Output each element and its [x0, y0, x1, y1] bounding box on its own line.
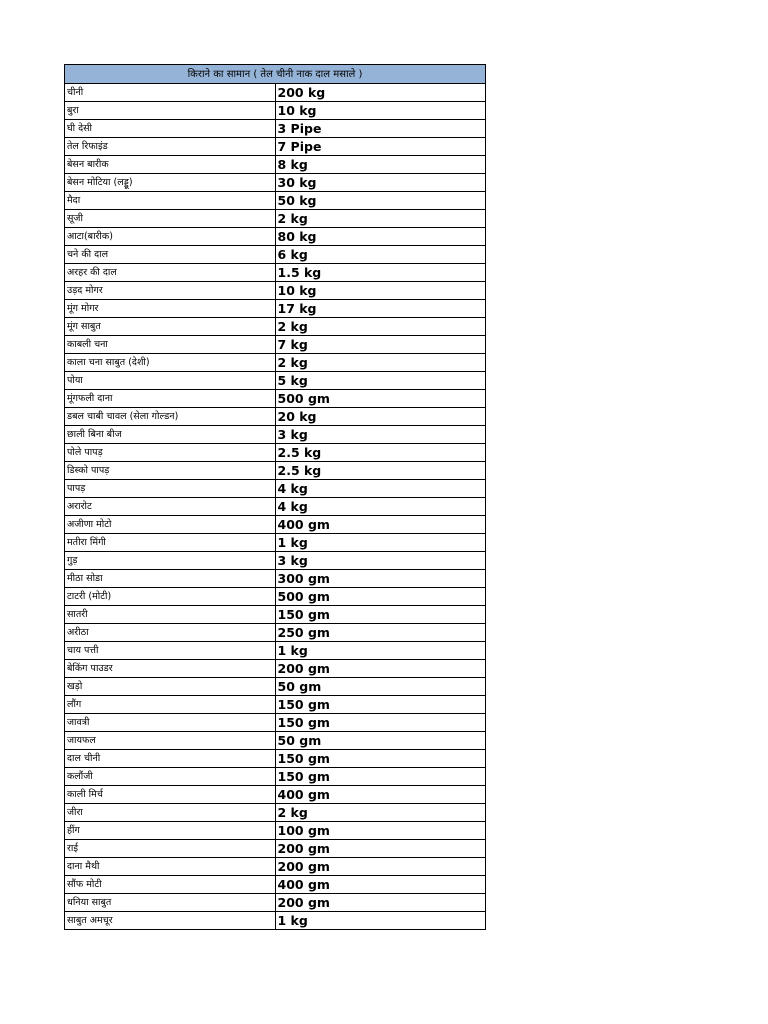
- item-name-cell[interactable]: डिस्को पापड़: [65, 462, 276, 480]
- table-row: [65, 228, 486, 246]
- item-name-cell[interactable]: काली मिर्च: [65, 786, 276, 804]
- item-name-cell[interactable]: छाली बिना बीज: [65, 426, 276, 444]
- table-row: [65, 462, 486, 480]
- table-row: [65, 426, 486, 444]
- quantity-cell[interactable]: 1.5 kg: [275, 264, 486, 282]
- table-row: [65, 912, 486, 930]
- table-row: [65, 552, 486, 570]
- item-name-cell[interactable]: सातरी: [65, 606, 276, 624]
- quantity-cell[interactable]: 2 kg: [275, 354, 486, 372]
- table-row: [65, 732, 486, 750]
- table-row: [65, 876, 486, 894]
- table-row: [65, 660, 486, 678]
- table-row: [65, 570, 486, 588]
- item-name-cell[interactable]: टाटरी (मोटी): [65, 588, 276, 606]
- item-name-cell[interactable]: पोया: [65, 372, 276, 390]
- table-row: [65, 714, 486, 732]
- quantity-cell[interactable]: 200 gm: [275, 894, 486, 912]
- quantity-cell[interactable]: 3 Pipe: [275, 120, 486, 138]
- quantity-cell[interactable]: 1 kg: [275, 912, 486, 930]
- item-name-cell[interactable]: जावत्री: [65, 714, 276, 732]
- quantity-cell[interactable]: 4 kg: [275, 498, 486, 516]
- quantity-cell[interactable]: 2 kg: [275, 804, 486, 822]
- item-name-cell[interactable]: मीठा सोडा: [65, 570, 276, 588]
- table-row: [65, 480, 486, 498]
- table-row: [65, 858, 486, 876]
- quantity-cell[interactable]: 80 kg: [275, 228, 486, 246]
- table-row: [65, 678, 486, 696]
- table-row: [65, 696, 486, 714]
- item-name-cell[interactable]: चाय पत्ती: [65, 642, 276, 660]
- table-row: [65, 768, 486, 786]
- table-row: [65, 120, 486, 138]
- table-row: [65, 138, 486, 156]
- quantity-cell[interactable]: 150 gm: [275, 768, 486, 786]
- quantity-cell[interactable]: 8 kg: [275, 156, 486, 174]
- table-row: [65, 516, 486, 534]
- table-row: [65, 102, 486, 120]
- quantity-cell[interactable]: 2 kg: [275, 318, 486, 336]
- item-name-cell[interactable]: उड़द मोगर: [65, 282, 276, 300]
- quantity-cell[interactable]: 250 gm: [275, 624, 486, 642]
- item-name-cell[interactable]: घी देसी: [65, 120, 276, 138]
- quantity-cell[interactable]: 500 gm: [275, 588, 486, 606]
- quantity-cell[interactable]: 2.5 kg: [275, 462, 486, 480]
- quantity-cell[interactable]: 400 gm: [275, 516, 486, 534]
- table-row: [65, 498, 486, 516]
- item-name-cell[interactable]: दाना मैथी: [65, 858, 276, 876]
- table-row: [65, 606, 486, 624]
- table-row: [65, 786, 486, 804]
- table-row: [65, 354, 486, 372]
- item-name-cell[interactable]: चीनी: [65, 84, 276, 102]
- table-row: [65, 588, 486, 606]
- item-name-cell[interactable]: खड़ो: [65, 678, 276, 696]
- quantity-cell[interactable]: 2 kg: [275, 210, 486, 228]
- item-name-cell[interactable]: बेकिंग पाउडर: [65, 660, 276, 678]
- quantity-cell[interactable]: 150 gm: [275, 606, 486, 624]
- item-name-cell[interactable]: पोले पापड़: [65, 444, 276, 462]
- item-name-cell[interactable]: राई: [65, 840, 276, 858]
- table-row: [65, 822, 486, 840]
- item-name-cell[interactable]: दाल चीनी: [65, 750, 276, 768]
- item-name-cell[interactable]: सौंफ मोटी: [65, 876, 276, 894]
- quantity-cell[interactable]: 20 kg: [275, 408, 486, 426]
- table-row: [65, 246, 486, 264]
- quantity-cell[interactable]: 200 gm: [275, 840, 486, 858]
- table-row: [65, 156, 486, 174]
- quantity-cell[interactable]: 10 kg: [275, 282, 486, 300]
- item-name-cell[interactable]: सूजी: [65, 210, 276, 228]
- item-name-cell[interactable]: कलौंजी: [65, 768, 276, 786]
- table-row: [65, 318, 486, 336]
- item-name-cell[interactable]: काला चना साबुत (देशी): [65, 354, 276, 372]
- quantity-cell[interactable]: 3 kg: [275, 426, 486, 444]
- table-row: [65, 444, 486, 462]
- table-row: [65, 750, 486, 768]
- item-name-cell[interactable]: हींग: [65, 822, 276, 840]
- header-row: [65, 65, 486, 84]
- table-row: [65, 372, 486, 390]
- quantity-cell[interactable]: 100 gm: [275, 822, 486, 840]
- table-title[interactable]: किराने का सामान ( तेल चीनी नाक दाल मसाले ): [65, 65, 486, 84]
- quantity-cell[interactable]: 10 kg: [275, 102, 486, 120]
- item-name-cell[interactable]: डबल चाबी चावल (सेला गोल्डन): [65, 408, 276, 426]
- item-name-cell[interactable]: मूंग साबुत: [65, 318, 276, 336]
- quantity-cell[interactable]: 500 gm: [275, 390, 486, 408]
- item-name-cell[interactable]: आटा(बारीक): [65, 228, 276, 246]
- table-row: [65, 264, 486, 282]
- table-row: [65, 408, 486, 426]
- quantity-cell[interactable]: 150 gm: [275, 696, 486, 714]
- quantity-cell[interactable]: 6 kg: [275, 246, 486, 264]
- table-row: [65, 894, 486, 912]
- item-name-cell[interactable]: लौंग: [65, 696, 276, 714]
- item-name-cell[interactable]: तेल रिफाइंड: [65, 138, 276, 156]
- table-body: [65, 65, 486, 930]
- item-name-cell[interactable]: मतीरा मिंगी: [65, 534, 276, 552]
- quantity-cell[interactable]: 150 gm: [275, 750, 486, 768]
- table-row: [65, 192, 486, 210]
- quantity-cell[interactable]: 1 kg: [275, 534, 486, 552]
- quantity-cell[interactable]: 2.5 kg: [275, 444, 486, 462]
- item-name-cell[interactable]: मूंगफली दाना: [65, 390, 276, 408]
- item-name-cell[interactable]: मूंग मोगर: [65, 300, 276, 318]
- item-name-cell[interactable]: मैदा: [65, 192, 276, 210]
- quantity-cell[interactable]: 150 gm: [275, 714, 486, 732]
- item-name-cell[interactable]: अजीणा मोटो: [65, 516, 276, 534]
- quantity-cell[interactable]: 4 kg: [275, 480, 486, 498]
- item-name-cell[interactable]: जीरा: [65, 804, 276, 822]
- quantity-cell[interactable]: 200 kg: [275, 84, 486, 102]
- quantity-cell[interactable]: 1 kg: [275, 642, 486, 660]
- table-row: [65, 210, 486, 228]
- quantity-cell[interactable]: 30 kg: [275, 174, 486, 192]
- table-row: [65, 804, 486, 822]
- item-name-cell[interactable]: अरहर की दाल: [65, 264, 276, 282]
- item-name-cell[interactable]: साबुत अमचूर: [65, 912, 276, 930]
- table-row: [65, 282, 486, 300]
- table-row: [65, 336, 486, 354]
- item-name-cell[interactable]: धनिया साबुत: [65, 894, 276, 912]
- quantity-cell[interactable]: 3 kg: [275, 552, 486, 570]
- table-row: [65, 174, 486, 192]
- quantity-cell[interactable]: 400 gm: [275, 786, 486, 804]
- item-name-cell[interactable]: बुरा: [65, 102, 276, 120]
- item-name-cell[interactable]: बेसन मोटिया (लड्डू): [65, 174, 276, 192]
- item-name-cell[interactable]: काबली चना: [65, 336, 276, 354]
- table-row: [65, 642, 486, 660]
- grocery-table: [64, 64, 486, 930]
- item-name-cell[interactable]: अरारोट: [65, 498, 276, 516]
- item-name-cell[interactable]: पापड़: [65, 480, 276, 498]
- item-name-cell[interactable]: गुड़: [65, 552, 276, 570]
- item-name-cell[interactable]: अरीठा: [65, 624, 276, 642]
- quantity-cell[interactable]: 200 gm: [275, 660, 486, 678]
- table-row: [65, 300, 486, 318]
- quantity-cell[interactable]: 5 kg: [275, 372, 486, 390]
- quantity-cell[interactable]: 200 gm: [275, 858, 486, 876]
- quantity-cell[interactable]: 50 kg: [275, 192, 486, 210]
- table-row: [65, 534, 486, 552]
- table-row: [65, 840, 486, 858]
- item-name-cell[interactable]: जायफल: [65, 732, 276, 750]
- table-row: [65, 390, 486, 408]
- table-row: [65, 624, 486, 642]
- quantity-cell[interactable]: 7 kg: [275, 336, 486, 354]
- item-name-cell[interactable]: चने की दाल: [65, 246, 276, 264]
- item-name-cell[interactable]: बेसन बारीक: [65, 156, 276, 174]
- quantity-cell[interactable]: 17 kg: [275, 300, 486, 318]
- quantity-cell[interactable]: 50 gm: [275, 678, 486, 696]
- quantity-cell[interactable]: 400 gm: [275, 876, 486, 894]
- quantity-cell[interactable]: 50 gm: [275, 732, 486, 750]
- quantity-cell[interactable]: 300 gm: [275, 570, 486, 588]
- table-row: [65, 84, 486, 102]
- quantity-cell[interactable]: 7 Pipe: [275, 138, 486, 156]
